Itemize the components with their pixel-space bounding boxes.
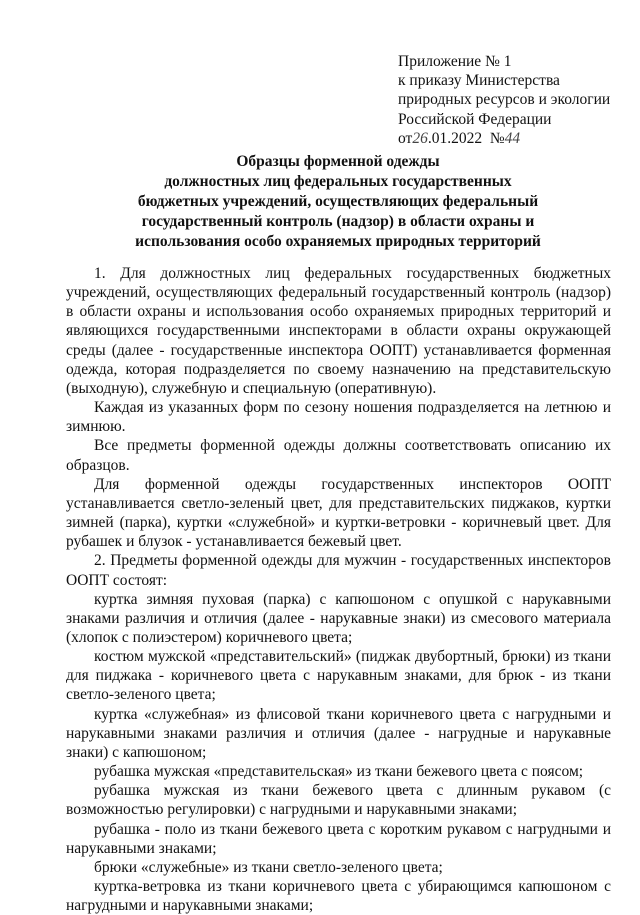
paragraph: 1. Для должностных лиц федеральных государственных бюджетных учреждений, осуществляющих федеральный государственный контроль (надзор) в области охраны и использования особо охраняемых природных территорий и являющихся государственными инспекторами в области охраны окружающей среды (далее - государственные инспектора ООПТ) устанавливается форменная одежда, которая подразделяется по своему назначению на представительскую (выходную), служебную и специальную (оперативную). <box>66 265 611 397</box>
paragraph: Все предметы форменной одежды должны соответствовать описанию их образцов. <box>66 437 611 474</box>
date-rest: .01.2022 <box>427 129 483 147</box>
paragraph: Каждая из указанных форм по сезону ношения подразделяется на летнюю и зимнюю. <box>66 399 611 436</box>
paragraph: 2. Предметы форменной одежды для мужчин - государственных инспекторов ООПТ состоят: <box>66 552 611 589</box>
paragraph: куртка «служебная» из флисовой ткани коричневого цвета с нагрудными и нарукавными знаками различия и отличия (далее - нагрудные и нарукавные знаки) с капюшоном; <box>66 705 611 761</box>
paragraph: рубашка мужская из ткани бежевого цвета с длинным рукавом (с возможностью регулировки) с нагрудными и нарукавными знаками; <box>66 782 611 819</box>
paragraph: рубашка мужская «представительская» из ткани бежевого цвета с поясом; <box>94 763 584 781</box>
appendix-date-line <box>398 129 610 148</box>
paragraph: Для форменной одежды государственных инспекторов ООПТ устанавливается светло-зеленый цвет, для представительских пиджаков, куртки зимней (парка), куртки «служебной» и куртки-ветровки - коричневый цвет. Для рубашек и блузок - устанавливается бежевый цвет. <box>66 475 611 551</box>
document-body <box>66 264 611 915</box>
paragraph: рубашка - поло из ткани бежевого цвета с коротким рукавом с нагрудными и нарукавными знаками; <box>66 820 611 857</box>
appendix-line-2: к приказу Министерства <box>398 72 560 90</box>
handwritten-number: 44 <box>504 129 521 147</box>
title-line-2: должностных лиц федеральных государственных <box>164 173 512 190</box>
appendix-line-3: природных ресурсов и экологии <box>398 91 611 109</box>
title-line-4: государственный контроль (надзор) в области охраны и <box>141 213 535 230</box>
title-line-5: использования особо охраняемых природных территорий <box>135 233 541 250</box>
document-title <box>88 152 588 252</box>
paragraph: брюки «служебные» из ткани светло-зеленого цвета; <box>94 858 443 876</box>
paragraph: костюм мужской «представительский» (пиджак двубортный, брюки) из ткани для пиджака - коричневого цвета с нарукавным знаками, для брюк - из ткани светло-зеленого цвета; <box>66 648 611 704</box>
appendix-header <box>398 52 610 148</box>
title-line-3: бюджетных учреждений, осуществляющих федеральный <box>137 193 539 210</box>
paragraph: куртка зимняя пуховая (парка) с капюшоном с опушкой с нарукавными знаками различия и отличия (далее - нарукавные знаки) из смесового материала (хлопок с полиэстером) коричневого цвета; <box>66 590 611 646</box>
number-prefix: № <box>489 129 505 147</box>
appendix-line-4: Российской Федерации <box>398 110 552 128</box>
handwritten-day: 26 <box>412 129 428 147</box>
paragraph: куртка-ветровка из ткани коричневого цвета с убирающимся капюшоном с нагрудными и нарукавными знаками; <box>66 878 611 915</box>
title-line-1: Образцы форменной одежды <box>236 153 440 170</box>
appendix-line-1: Приложение № 1 <box>398 53 512 70</box>
date-prefix: от <box>398 129 413 147</box>
